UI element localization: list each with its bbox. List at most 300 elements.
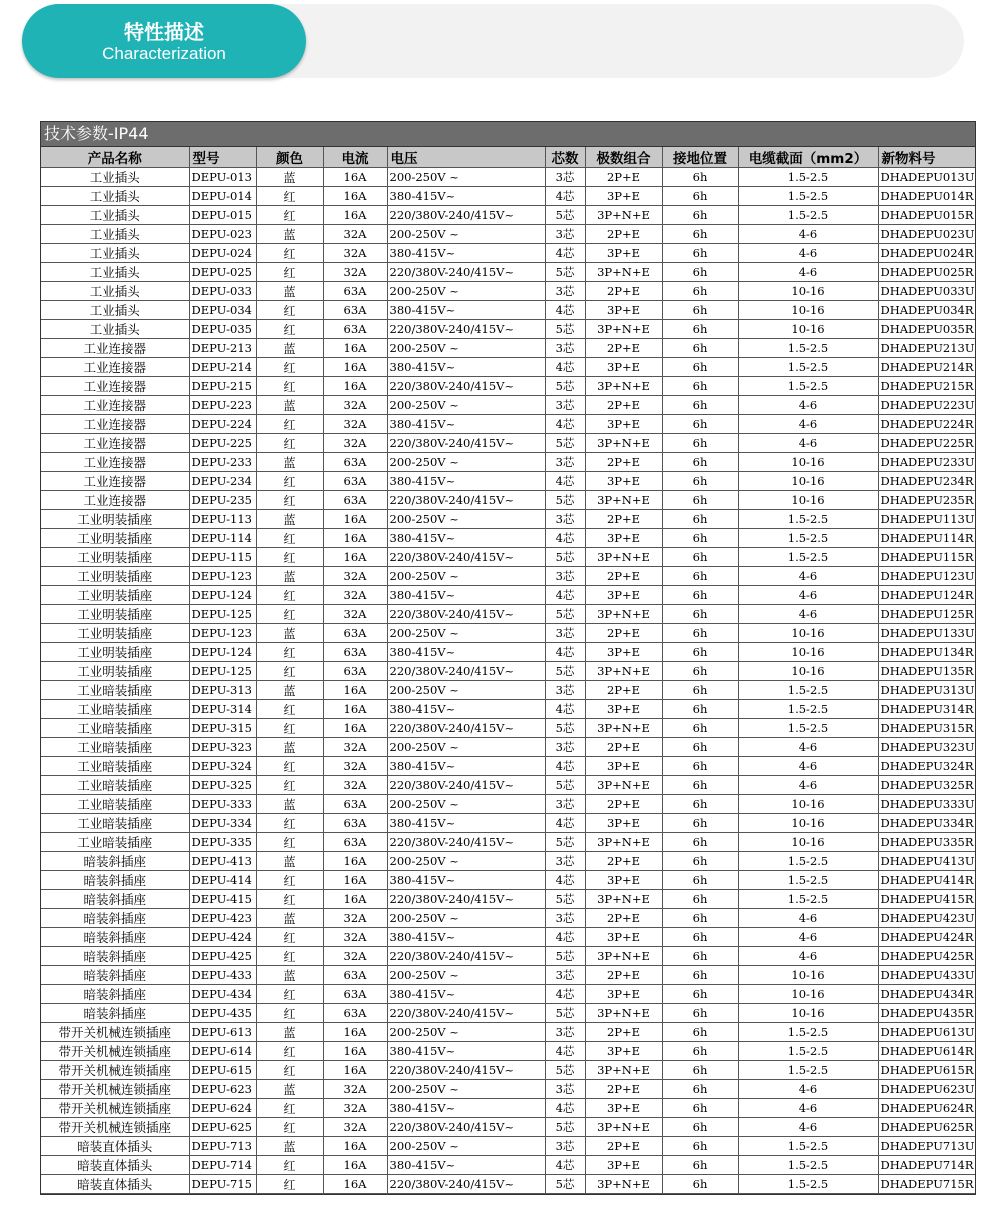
table-row [41,453,975,472]
product-name-cell: 工业连接器 [41,434,189,453]
table-row [41,1004,975,1023]
color-cell: 红 [256,529,323,548]
earth-position-cell: 6h [662,396,738,415]
material-number-cell: DHADEPU023U [878,225,975,244]
earth-position-cell: 6h [662,738,738,757]
current-cell: 32A [323,263,387,282]
header-model: 型号 [189,147,256,168]
poles-cell: 2P+E [585,510,662,529]
cores-cell: 4芯 [545,472,585,491]
poles-cell: 2P+E [585,738,662,757]
product-name-cell: 工业连接器 [41,472,189,491]
current-cell: 32A [323,586,387,605]
earth-position-cell: 6h [662,282,738,301]
poles-cell: 3P+N+E [585,719,662,738]
color-cell: 红 [256,662,323,681]
header-poles: 极数组合 [585,147,662,168]
current-cell: 32A [323,1099,387,1118]
model-cell: DEPU-024 [189,244,256,263]
color-cell: 蓝 [256,168,323,187]
color-cell: 红 [256,1099,323,1118]
cores-cell: 3芯 [545,225,585,244]
material-number-cell: DHADEPU423U [878,909,975,928]
earth-position-cell: 6h [662,320,738,339]
table-row [41,301,975,320]
table-row [41,928,975,947]
color-cell: 红 [256,871,323,890]
model-cell: DEPU-234 [189,472,256,491]
product-name-cell: 工业连接器 [41,491,189,510]
table-row [41,985,975,1004]
table-row [41,548,975,567]
cable-section-cell: 4-6 [738,605,878,624]
voltage-cell: 220/380V-240/415V~ [387,434,545,453]
voltage-cell: 200-250V ~ [387,681,545,700]
voltage-cell: 220/380V-240/415V~ [387,1175,545,1194]
table-row [41,643,975,662]
cable-section-cell: 10-16 [738,453,878,472]
product-name-cell: 工业连接器 [41,453,189,472]
cores-cell: 3芯 [545,681,585,700]
header-current: 电流 [323,147,387,168]
cable-section-cell: 4-6 [738,396,878,415]
product-name-cell: 工业连接器 [41,396,189,415]
current-cell: 32A [323,605,387,624]
current-cell: 32A [323,757,387,776]
current-cell: 32A [323,928,387,947]
cable-section-cell: 1.5-2.5 [738,168,878,187]
current-cell: 63A [323,320,387,339]
color-cell: 蓝 [256,1080,323,1099]
model-cell: DEPU-225 [189,434,256,453]
product-name-cell: 暗装斜插座 [41,890,189,909]
voltage-cell: 220/380V-240/415V~ [387,263,545,282]
table-row [41,434,975,453]
cores-cell: 5芯 [545,1061,585,1080]
cable-section-cell: 1.5-2.5 [738,1061,878,1080]
product-name-cell: 带开关机械连锁插座 [41,1118,189,1137]
product-name-cell: 工业暗装插座 [41,738,189,757]
table-row [41,776,975,795]
current-cell: 63A [323,833,387,852]
poles-cell: 2P+E [585,225,662,244]
current-cell: 63A [323,1004,387,1023]
poles-cell: 2P+E [585,795,662,814]
voltage-cell: 380-415V~ [387,586,545,605]
product-name-cell: 工业明装插座 [41,548,189,567]
cable-section-cell: 10-16 [738,472,878,491]
product-name-cell: 工业明装插座 [41,624,189,643]
product-name-cell: 工业暗装插座 [41,757,189,776]
voltage-cell: 220/380V-240/415V~ [387,890,545,909]
table-row [41,1118,975,1137]
cable-section-cell: 1.5-2.5 [738,681,878,700]
voltage-cell: 200-250V ~ [387,396,545,415]
poles-cell: 3P+N+E [585,1061,662,1080]
voltage-cell: 220/380V-240/415V~ [387,377,545,396]
header-voltage: 电压 [387,147,545,168]
material-number-cell: DHADEPU223U [878,396,975,415]
current-cell: 16A [323,852,387,871]
material-number-cell: DHADEPU034R [878,301,975,320]
section-banner [22,4,306,78]
cores-cell: 4芯 [545,757,585,776]
product-name-cell: 工业插头 [41,225,189,244]
table-row [41,529,975,548]
cores-cell: 3芯 [545,624,585,643]
product-name-cell: 带开关机械连锁插座 [41,1023,189,1042]
poles-cell: 3P+N+E [585,491,662,510]
model-cell: DEPU-014 [189,187,256,206]
header-material-number: 新物料号 [878,147,975,168]
table-row [41,833,975,852]
table-row [41,681,975,700]
model-cell: DEPU-233 [189,453,256,472]
product-name-cell: 工业插头 [41,206,189,225]
product-name-cell: 工业明装插座 [41,529,189,548]
model-cell: DEPU-713 [189,1137,256,1156]
earth-position-cell: 6h [662,985,738,1004]
material-number-cell: DHADEPU315R [878,719,975,738]
cores-cell: 4芯 [545,415,585,434]
model-cell: DEPU-013 [189,168,256,187]
earth-position-cell: 6h [662,890,738,909]
cores-cell: 5芯 [545,719,585,738]
current-cell: 16A [323,377,387,396]
product-name-cell: 带开关机械连锁插座 [41,1099,189,1118]
poles-cell: 3P+E [585,1099,662,1118]
cable-section-cell: 4-6 [738,909,878,928]
cable-section-cell: 1.5-2.5 [738,1175,878,1194]
material-number-cell: DHADEPU413U [878,852,975,871]
color-cell: 红 [256,491,323,510]
table-row [41,339,975,358]
color-cell: 红 [256,206,323,225]
poles-cell: 3P+N+E [585,263,662,282]
poles-cell: 3P+E [585,700,662,719]
color-cell: 蓝 [256,909,323,928]
table-row [41,757,975,776]
earth-position-cell: 6h [662,1004,738,1023]
earth-position-cell: 6h [662,719,738,738]
cores-cell: 4芯 [545,985,585,1004]
table-row [41,852,975,871]
product-name-cell: 暗装斜插座 [41,947,189,966]
product-name-cell: 暗装斜插座 [41,871,189,890]
model-cell: DEPU-623 [189,1080,256,1099]
product-name-cell: 工业暗装插座 [41,681,189,700]
table-row [41,814,975,833]
earth-position-cell: 6h [662,624,738,643]
header-earth-position: 接地位置 [662,147,738,168]
material-number-cell: DHADEPU224R [878,415,975,434]
color-cell: 蓝 [256,624,323,643]
cable-section-cell: 1.5-2.5 [738,377,878,396]
model-cell: DEPU-415 [189,890,256,909]
material-number-cell: DHADEPU015R [878,206,975,225]
material-number-cell: DHADEPU435R [878,1004,975,1023]
cable-section-cell: 10-16 [738,814,878,833]
material-number-cell: DHADEPU334R [878,814,975,833]
voltage-cell: 220/380V-240/415V~ [387,320,545,339]
current-cell: 63A [323,453,387,472]
material-number-cell: DHADEPU425R [878,947,975,966]
current-cell: 16A [323,168,387,187]
cores-cell: 3芯 [545,510,585,529]
model-cell: DEPU-123 [189,567,256,586]
cable-section-cell: 4-6 [738,928,878,947]
poles-cell: 3P+N+E [585,206,662,225]
table-row [41,263,975,282]
cores-cell: 3芯 [545,396,585,415]
current-cell: 32A [323,567,387,586]
product-name-cell: 工业插头 [41,282,189,301]
earth-position-cell: 6h [662,1156,738,1175]
material-number-cell: DHADEPU235R [878,491,975,510]
cable-section-cell: 4-6 [738,263,878,282]
material-number-cell: DHADEPU125R [878,605,975,624]
model-cell: DEPU-334 [189,814,256,833]
earth-position-cell: 6h [662,643,738,662]
earth-position-cell: 6h [662,377,738,396]
poles-cell: 3P+E [585,757,662,776]
color-cell: 红 [256,301,323,320]
voltage-cell: 380-415V~ [387,1042,545,1061]
model-cell: DEPU-213 [189,339,256,358]
material-number-cell: DHADEPU134R [878,643,975,662]
voltage-cell: 220/380V-240/415V~ [387,491,545,510]
color-cell: 红 [256,985,323,1004]
poles-cell: 3P+N+E [585,947,662,966]
current-cell: 16A [323,890,387,909]
table-row [41,320,975,339]
cable-section-cell: 4-6 [738,947,878,966]
voltage-cell: 200-250V ~ [387,1023,545,1042]
color-cell: 蓝 [256,795,323,814]
model-cell: DEPU-615 [189,1061,256,1080]
product-name-cell: 工业明装插座 [41,567,189,586]
color-cell: 红 [256,890,323,909]
poles-cell: 3P+E [585,472,662,491]
table-row [41,415,975,434]
spec-sheet [40,121,976,1195]
cores-cell: 5芯 [545,263,585,282]
current-cell: 32A [323,776,387,795]
cores-cell: 4芯 [545,244,585,263]
color-cell: 红 [256,719,323,738]
poles-cell: 2P+E [585,567,662,586]
voltage-cell: 200-250V ~ [387,168,545,187]
cores-cell: 5芯 [545,1118,585,1137]
current-cell: 63A [323,795,387,814]
cores-cell: 4芯 [545,301,585,320]
material-number-cell: DHADEPU115R [878,548,975,567]
poles-cell: 2P+E [585,909,662,928]
model-cell: DEPU-025 [189,263,256,282]
table-row [41,871,975,890]
model-cell: DEPU-035 [189,320,256,339]
model-cell: DEPU-433 [189,966,256,985]
table-row [41,909,975,928]
voltage-cell: 380-415V~ [387,928,545,947]
cable-section-cell: 1.5-2.5 [738,187,878,206]
model-cell: DEPU-224 [189,415,256,434]
table-row [41,795,975,814]
product-name-cell: 工业插头 [41,263,189,282]
poles-cell: 3P+E [585,871,662,890]
table-row [41,586,975,605]
current-cell: 32A [323,947,387,966]
current-cell: 63A [323,643,387,662]
material-number-cell: DHADEPU325R [878,776,975,795]
cable-section-cell: 4-6 [738,434,878,453]
cores-cell: 5芯 [545,206,585,225]
cable-section-cell: 10-16 [738,320,878,339]
product-name-cell: 工业明装插座 [41,605,189,624]
voltage-cell: 380-415V~ [387,700,545,719]
table-row [41,719,975,738]
current-cell: 16A [323,1061,387,1080]
earth-position-cell: 6h [662,1061,738,1080]
table-row [41,1175,975,1194]
current-cell: 63A [323,282,387,301]
cable-section-cell: 10-16 [738,643,878,662]
color-cell: 红 [256,1004,323,1023]
earth-position-cell: 6h [662,757,738,776]
color-cell: 红 [256,928,323,947]
poles-cell: 2P+E [585,966,662,985]
product-name-cell: 带开关机械连锁插座 [41,1061,189,1080]
earth-position-cell: 6h [662,1175,738,1194]
product-name-cell: 带开关机械连锁插座 [41,1080,189,1099]
cores-cell: 5芯 [545,890,585,909]
color-cell: 红 [256,1061,323,1080]
table-row [41,168,975,187]
model-cell: DEPU-223 [189,396,256,415]
material-number-cell: DHADEPU234R [878,472,975,491]
voltage-cell: 200-250V ~ [387,453,545,472]
table-row [41,225,975,244]
earth-position-cell: 6h [662,1118,738,1137]
table-row [41,1156,975,1175]
cable-section-cell: 4-6 [738,1099,878,1118]
table-row [41,1099,975,1118]
cores-cell: 5芯 [545,377,585,396]
cores-cell: 5芯 [545,947,585,966]
product-name-cell: 暗装斜插座 [41,928,189,947]
current-cell: 16A [323,548,387,567]
table-row [41,377,975,396]
material-number-cell: DHADEPU713U [878,1137,975,1156]
cores-cell: 5芯 [545,434,585,453]
cores-cell: 3芯 [545,453,585,472]
voltage-cell: 380-415V~ [387,643,545,662]
table-row [41,244,975,263]
material-number-cell: DHADEPU433U [878,966,975,985]
color-cell: 蓝 [256,1137,323,1156]
material-number-cell: DHADEPU314R [878,700,975,719]
product-name-cell: 工业连接器 [41,377,189,396]
current-cell: 16A [323,1042,387,1061]
model-cell: DEPU-023 [189,225,256,244]
current-cell: 63A [323,624,387,643]
current-cell: 63A [323,814,387,833]
table-row [41,1023,975,1042]
earth-position-cell: 6h [662,434,738,453]
voltage-cell: 380-415V~ [387,757,545,776]
current-cell: 16A [323,510,387,529]
product-name-cell: 暗装直体插头 [41,1175,189,1194]
table-row [41,624,975,643]
color-cell: 蓝 [256,852,323,871]
cores-cell: 5芯 [545,776,585,795]
earth-position-cell: 6h [662,529,738,548]
cores-cell: 4芯 [545,1099,585,1118]
model-cell: DEPU-434 [189,985,256,1004]
current-cell: 32A [323,415,387,434]
color-cell: 红 [256,1118,323,1137]
earth-position-cell: 6h [662,1137,738,1156]
material-number-cell: DHADEPU135R [878,662,975,681]
model-cell: DEPU-215 [189,377,256,396]
cores-cell: 4芯 [545,1156,585,1175]
product-name-cell: 暗装斜插座 [41,985,189,1004]
current-cell: 32A [323,909,387,928]
model-cell: DEPU-614 [189,1042,256,1061]
color-cell: 红 [256,1156,323,1175]
model-cell: DEPU-125 [189,662,256,681]
voltage-cell: 200-250V ~ [387,966,545,985]
model-cell: DEPU-123 [189,624,256,643]
color-cell: 红 [256,377,323,396]
model-cell: DEPU-114 [189,529,256,548]
cores-cell: 4芯 [545,928,585,947]
table-row [41,662,975,681]
voltage-cell: 380-415V~ [387,244,545,263]
color-cell: 红 [256,187,323,206]
earth-position-cell: 6h [662,301,738,320]
voltage-cell: 200-250V ~ [387,282,545,301]
product-name-cell: 工业明装插座 [41,662,189,681]
earth-position-cell: 6h [662,548,738,567]
color-cell: 蓝 [256,510,323,529]
cores-cell: 4芯 [545,187,585,206]
current-cell: 63A [323,472,387,491]
cores-cell: 3芯 [545,168,585,187]
cores-cell: 3芯 [545,1023,585,1042]
material-number-cell: DHADEPU335R [878,833,975,852]
earth-position-cell: 6h [662,206,738,225]
model-cell: DEPU-335 [189,833,256,852]
table-row [41,1080,975,1099]
table-row [41,966,975,985]
poles-cell: 3P+N+E [585,890,662,909]
color-cell: 红 [256,1042,323,1061]
material-number-cell: DHADEPU215R [878,377,975,396]
earth-position-cell: 6h [662,833,738,852]
poles-cell: 2P+E [585,282,662,301]
product-name-cell: 暗装直体插头 [41,1156,189,1175]
earth-position-cell: 6h [662,700,738,719]
color-cell: 红 [256,586,323,605]
color-cell: 红 [256,1175,323,1194]
cores-cell: 5芯 [545,1004,585,1023]
product-name-cell: 暗装斜插座 [41,1004,189,1023]
cable-section-cell: 10-16 [738,966,878,985]
poles-cell: 3P+N+E [585,1004,662,1023]
product-name-cell: 工业暗装插座 [41,776,189,795]
model-cell: DEPU-424 [189,928,256,947]
